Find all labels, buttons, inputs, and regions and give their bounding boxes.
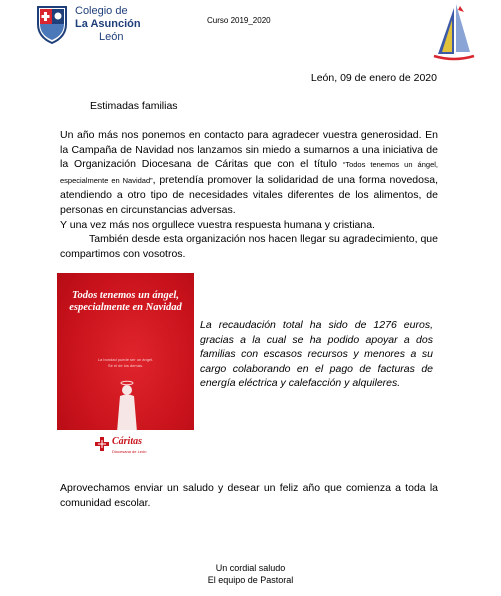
school-name <box>75 5 141 44</box>
caritas-logo-text: Cáritas <box>112 436 143 447</box>
donation-summary: La recaudación total ha sido de 1276 euros, gracias a la cual se ha podido apoyar a dos familias con escasos recursos y menores a su cargo colaborando en el pago de facturas de energía eléctrica y calefacción y alquileres. <box>200 319 433 390</box>
card-subtitle-line1: La bondad puede ser un ángel. <box>97 357 154 362</box>
letter-body <box>60 128 438 261</box>
campaign-title: “Todos tenemos un ángel, especialmente en Navidad” <box>60 160 438 185</box>
school-shield-icon <box>36 4 68 44</box>
sailboat-logo-icon <box>430 2 478 64</box>
letter-greeting: Estimadas familias <box>90 100 178 112</box>
paragraph-2: Y una vez más nos orgullece vuestra respuesta humana y cristiana. <box>60 218 375 231</box>
school-name-line2: La Asunción <box>75 18 141 30</box>
school-name-line1: Colegio de <box>75 5 128 17</box>
caritas-logo-subtitle: Diocesana de León <box>112 449 147 454</box>
card-subtitle-line2: Sé el de los demás. <box>107 363 144 368</box>
letter-date: León, 09 de enero de 2020 <box>310 72 437 84</box>
paragraph-4: Aprovechamos enviar un saludo y desear un feliz año que comienza a toda la comunidad escolar. <box>60 482 438 509</box>
paragraph-1-end: , pretendía promover la solidaridad de una forma novedosa, atendiendo a otro tipo de necesidades vitales diferentes de los alimentos, de personas en circunstancias adversas. <box>60 173 438 216</box>
closing-signature: El equipo de Pastoral <box>207 575 294 585</box>
paragraph-1-start: Un año más nos ponemos en contacto para agradecer vuestra generosidad. En la Campaña de Navidad nos lanzamos sin miedo a sumarnos a una iniciativa de la Organización Diocesana de Cáritas que con el título <box>60 129 438 171</box>
card-title: Todos tenemos un ángel, especialmente en Navidad <box>69 290 182 313</box>
caritas-campaign-image <box>57 273 194 463</box>
closing-greeting: Un cordial saludo <box>215 563 286 573</box>
school-name-line3: León <box>99 31 124 43</box>
angel-figure-icon <box>111 380 143 432</box>
caritas-cross-icon <box>95 437 109 451</box>
card-subtitle <box>67 357 184 369</box>
paragraph-3: También desde esta organización nos hacen llegar su agradecimiento, que compartimos con vosotros. <box>60 233 438 260</box>
course-label: Curso 2019_2020 <box>207 16 271 25</box>
